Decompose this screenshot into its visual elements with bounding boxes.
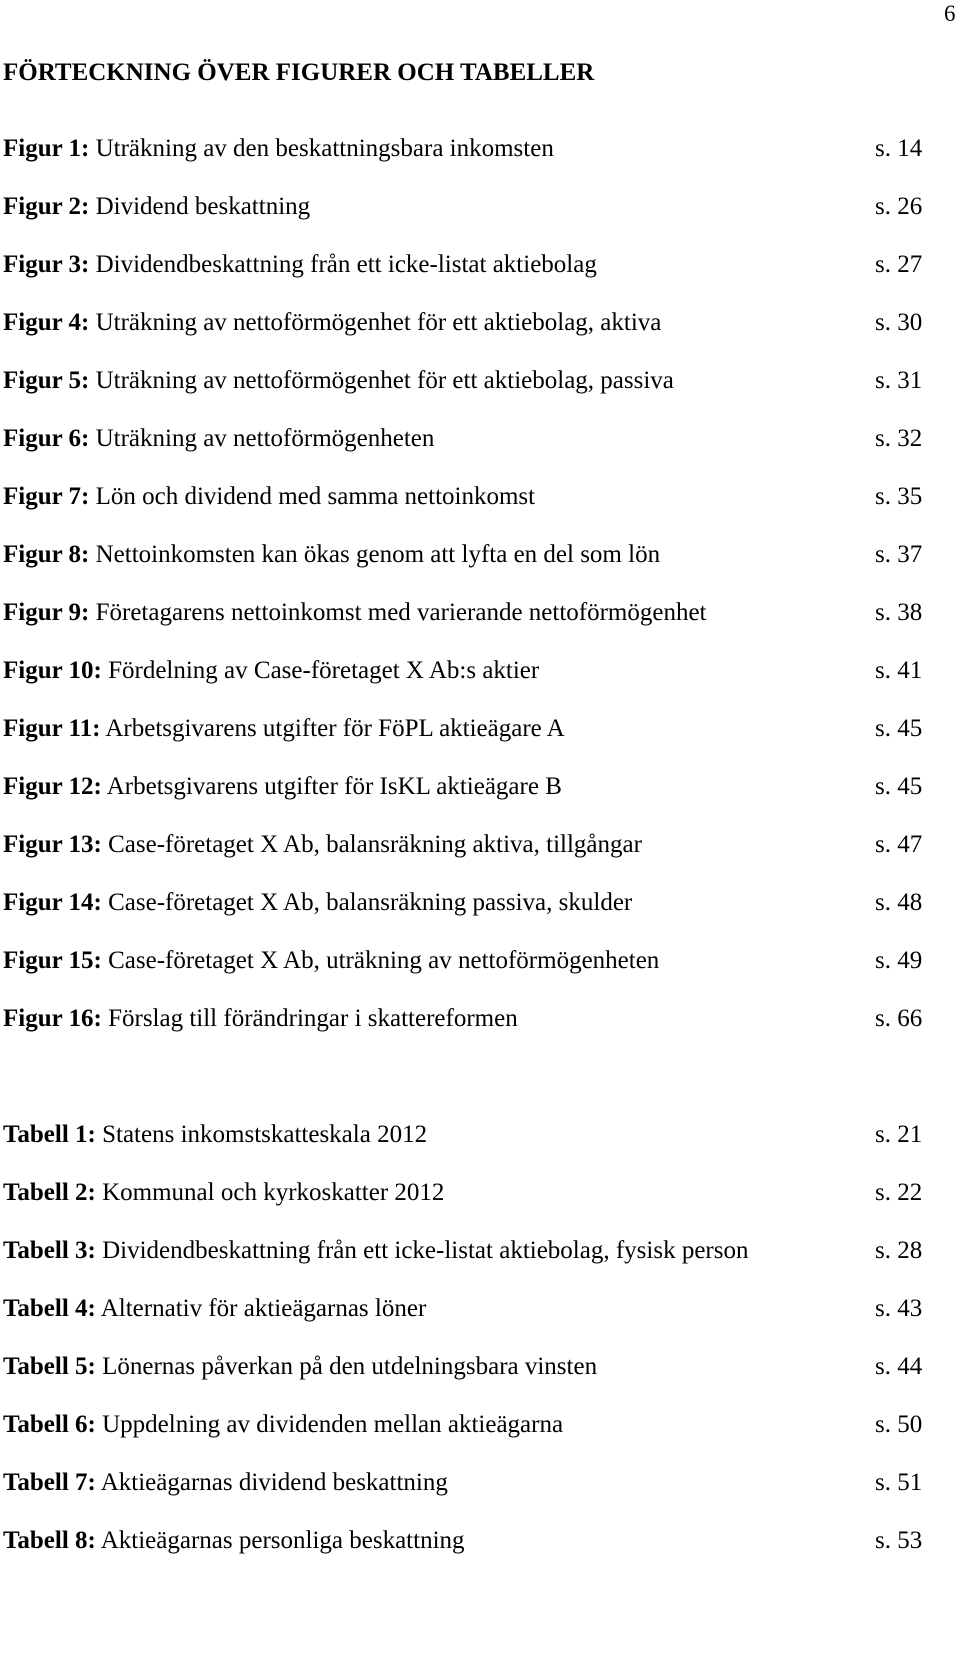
figure-entry [3,945,923,977]
figure-entry [3,191,923,223]
figure-page-ref: s. 31 [875,367,923,394]
figure-page-ref: s. 27 [875,251,923,278]
figure-entry [3,887,923,919]
table-title: Kommunal och kyrkoskatter 2012 [95,1179,445,1206]
figure-entry [3,423,923,455]
figure-title: Företagarens nettoinkomst med varierande nettoförmögenhet [89,599,707,626]
figure-title: Lön och dividend med samma nettoinkomst [89,483,536,510]
table-label: Tabell 5: [3,1353,96,1380]
figure-page-ref: s. 14 [875,135,923,162]
table-label: Tabell 3: [3,1237,96,1264]
table-entry [3,1177,923,1209]
figure-page-ref: s. 30 [875,309,923,336]
figure-entry [3,713,923,745]
figure-label: Figur 9: [3,599,90,626]
figure-entry [3,307,923,339]
figure-entry [3,539,923,571]
table-title: Aktieägarnas dividend beskattning [95,1469,448,1496]
figure-entry [3,481,923,513]
figure-title: Dividendbeskattning från ett icke-listat aktiebolag [89,251,597,278]
figure-label: Figur 1: [3,135,90,162]
figure-entry [3,655,923,687]
table-entry [3,1119,923,1151]
figure-title: Case-företaget X Ab, balansräkning passiva, skulder [101,889,633,916]
figure-title: Arbetsgivarens utgifter för IsKL aktieägare B [101,773,562,800]
figure-label: Figur 2: [3,193,90,220]
page-title: FÖRTECKNING ÖVER FIGURER OCH TABELLER [3,59,595,86]
table-label: Tabell 1: [3,1121,96,1148]
figure-label: Figur 5: [3,367,90,394]
table-entry [3,1525,923,1557]
table-label: Tabell 8: [3,1527,96,1554]
figure-entry [3,1003,923,1035]
figure-label: Figur 4: [3,309,90,336]
table-title: Statens inkomstskatteskala 2012 [95,1121,428,1148]
figure-page-ref: s. 48 [875,889,923,916]
figure-page-ref: s. 38 [875,599,923,626]
figure-label: Figur 6: [3,425,90,452]
table-page-ref: s. 50 [875,1411,923,1438]
figure-label: Figur 11: [3,715,101,742]
table-entry [3,1293,923,1325]
table-title: Aktieägarnas personliga beskattning [95,1527,465,1554]
figure-title: Uträkning av nettoförmögenheten [89,425,435,452]
figure-label: Figur 15: [3,947,102,974]
table-page-ref: s. 53 [875,1527,923,1554]
figure-label: Figur 14: [3,889,102,916]
table-title: Lönernas påverkan på den utdelningsbara vinsten [95,1353,598,1380]
figure-label: Figur 10: [3,657,102,684]
figure-page-ref: s. 45 [875,773,923,800]
figure-title: Uträkning av den beskattningsbara inkomsten [89,135,554,162]
figure-label: Figur 16: [3,1005,102,1032]
figure-page-ref: s. 47 [875,831,923,858]
table-label: Tabell 2: [3,1179,96,1206]
figure-entry [3,597,923,629]
table-page-ref: s. 28 [875,1237,923,1264]
table-label: Tabell 6: [3,1411,96,1438]
figure-label: Figur 13: [3,831,102,858]
figure-page-ref: s. 26 [875,193,923,220]
figure-title: Uträkning av nettoförmögenhet för ett aktiebolag, passiva [89,367,674,394]
table-entry [3,1467,923,1499]
figure-page-ref: s. 35 [875,483,923,510]
figure-title: Case-företaget X Ab, uträkning av nettoförmögenheten [101,947,660,974]
figure-entry [3,133,923,165]
table-page-ref: s. 51 [875,1469,923,1496]
figure-page-ref: s. 32 [875,425,923,452]
figure-label: Figur 7: [3,483,90,510]
figure-title: Uträkning av nettoförmögenhet för ett aktiebolag, aktiva [89,309,662,336]
figure-entry [3,249,923,281]
figure-title: Nettoinkomsten kan ökas genom att lyfta en del som lön [89,541,661,568]
figure-title: Case-företaget X Ab, balansräkning aktiva, tillgångar [101,831,642,858]
table-entry [3,1409,923,1441]
table-title: Alternativ för aktieägarnas löner [95,1295,427,1322]
figure-label: Figur 8: [3,541,90,568]
figure-entry [3,771,923,803]
figure-page-ref: s. 49 [875,947,923,974]
figure-entry [3,829,923,861]
table-page-ref: s. 44 [875,1353,923,1380]
figure-page-ref: s. 37 [875,541,923,568]
figure-entry [3,365,923,397]
table-title: Dividendbeskattning från ett icke-listat aktiebolag, fysisk person [95,1237,749,1264]
figure-page-ref: s. 41 [875,657,923,684]
figure-page-ref: s. 45 [875,715,923,742]
table-entry [3,1351,923,1383]
figure-page-ref: s. 66 [875,1005,923,1032]
figure-title: Förslag till förändringar i skattereformen [101,1005,518,1032]
table-page-ref: s. 43 [875,1295,923,1322]
figure-label: Figur 12: [3,773,102,800]
table-title: Uppdelning av dividenden mellan aktieägarna [95,1411,564,1438]
figure-title: Arbetsgivarens utgifter för FöPL aktieägare A [100,715,565,742]
table-label: Tabell 7: [3,1469,96,1496]
figure-title: Fördelning av Case-företaget X Ab:s aktier [101,657,540,684]
figure-label: Figur 3: [3,251,90,278]
figure-title: Dividend beskattning [89,193,311,220]
table-page-ref: s. 22 [875,1179,923,1206]
table-page-ref: s. 21 [875,1121,923,1148]
table-label: Tabell 4: [3,1295,96,1322]
page-number: 6 [944,1,956,26]
table-entry [3,1235,923,1267]
